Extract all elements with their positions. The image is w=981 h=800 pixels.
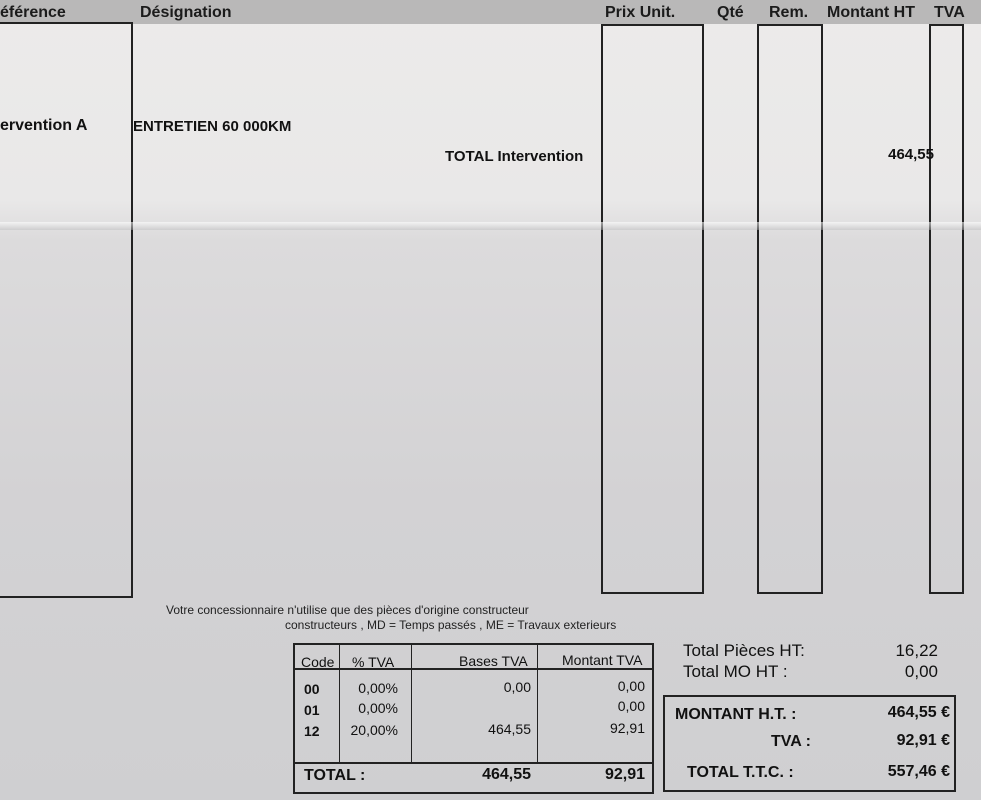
vat-row-rate: 20,00% xyxy=(350,722,398,738)
tva-label: TVA : xyxy=(771,733,811,750)
vat-row-code: 01 xyxy=(304,702,320,718)
vat-header-code: Code xyxy=(301,654,335,670)
vat-total-amount: 92,91 xyxy=(604,766,645,783)
row-designation: ENTRETIEN 60 000KM xyxy=(133,118,292,135)
note-line-2: constructeurs , MD = Temps passés , ME = Travaux exterieurs xyxy=(285,618,617,632)
montant-ht-label: MONTANT H.T. : xyxy=(675,706,797,723)
vat-header-rate: % TVA xyxy=(352,654,395,670)
vat-header-amount: Montant TVA xyxy=(562,652,643,668)
vat-col-divider xyxy=(537,645,538,762)
header-qte: Qté xyxy=(717,4,744,21)
total-mo-value: 0,00 xyxy=(904,662,938,681)
vat-row-amount: 0,00 xyxy=(617,698,645,714)
vat-row-amount: 92,91 xyxy=(609,720,645,736)
header-rem: Rem. xyxy=(769,4,809,21)
column-reference-box xyxy=(0,22,133,598)
column-tva-box xyxy=(929,24,964,594)
header-tva: TVA xyxy=(934,4,965,21)
vat-total-label: TOTAL : xyxy=(304,767,366,784)
vat-row-code: 12 xyxy=(304,723,320,739)
total-pieces-label: Total Pièces HT: xyxy=(683,641,805,660)
column-rem-box xyxy=(757,24,823,594)
total-ttc-value: 557,46 € xyxy=(887,763,950,780)
paper-fold xyxy=(0,222,981,230)
total-intervention-value: 464,55 xyxy=(888,146,934,163)
total-intervention-label: TOTAL Intervention xyxy=(445,148,584,165)
vat-col-divider xyxy=(339,645,340,762)
note-line-1: Votre concessionnaire n'utilise que des pièces d'origine constructeur xyxy=(166,603,529,617)
total-ttc-label: TOTAL T.T.C. : xyxy=(687,764,794,781)
montant-ht-value: 464,55 € xyxy=(887,704,950,721)
vat-row-amount: 0,00 xyxy=(617,678,645,694)
vat-row-base: 464,55 xyxy=(488,721,531,737)
vat-header-base: Bases TVA xyxy=(459,653,528,669)
vat-row-base: 0,00 xyxy=(503,679,531,695)
tva-value: 92,91 € xyxy=(896,732,950,749)
column-prix-unit-box xyxy=(601,24,704,594)
header-montant-ht: Montant HT xyxy=(827,4,915,21)
vat-table-footer-line xyxy=(293,762,652,764)
total-mo-label: Total MO HT : xyxy=(683,662,788,681)
row-reference: ervention A xyxy=(0,117,88,134)
vat-row-rate: 0,00% xyxy=(358,680,398,696)
vat-col-divider xyxy=(411,645,412,762)
vat-total-base: 464,55 xyxy=(482,766,531,783)
header-designation: Désignation xyxy=(140,4,232,21)
vat-row-rate: 0,00% xyxy=(358,700,398,716)
header-reference: éférence xyxy=(0,4,66,21)
vat-row-code: 00 xyxy=(304,681,320,697)
header-prix-unit: Prix Unit. xyxy=(605,4,676,21)
total-pieces-value: 16,22 xyxy=(895,641,938,660)
